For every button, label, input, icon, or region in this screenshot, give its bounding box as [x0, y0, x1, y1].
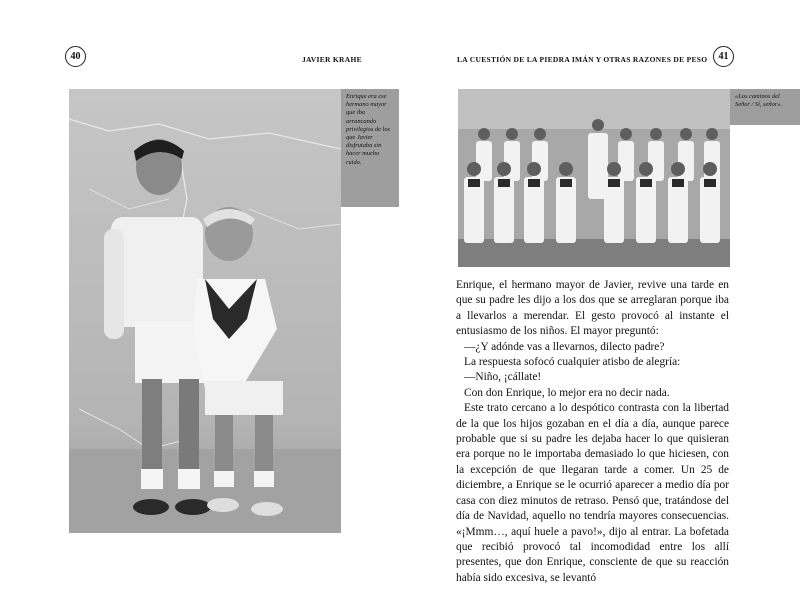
caption-right: «Los caminos del Señor / Sí, señor».: [730, 89, 800, 125]
body-text: [456, 278, 729, 586]
photo-group-sailor-boys: [458, 89, 730, 267]
paragraph-3: La respuesta sofocó cualquier atisbo de alegría:: [464, 356, 681, 369]
paragraph-6: Este trato cercano a lo despótico contrasta con la libertad de la que los hijos gozaban en el día a día, aunque parece probable que si su padre les dejaba hacer lo que quisieran era porque no le importaba demasiado lo que hiciesen, con la excepción de que llegaran tarde a comer. Un 25 de diciembre, a Enrique se le ocurrió aparecer a medio día por casa con diez minutos de retraso. Pensó que, tratándose del día de Navidad, aquello no tendría mayores consecuencias. «¡Mmm…, aquí huele a pavo!», dijo al entrar. La bofetada que recibió provocó tal incomodidad entre los allí presentes, que don Enrique, consciente de que su reacción había sido excesiva, se levantó: [456, 402, 729, 584]
photo-two-boys-image: [69, 89, 341, 533]
running-head-right: LA CUESTIÓN DE LA PIEDRA IMÁN Y OTRAS RAZONES DE PESO: [457, 55, 708, 64]
paragraph-5: Con don Enrique, lo mejor era no decir nada.: [464, 386, 670, 399]
paragraph-1: Enrique, el hermano mayor de Javier, revive una tarde en que su padre les dijo a los dos que se arreglaran porque iba a llevarlos a merendar. El gesto provocó al instante el entusiasmo de los niños. El mayor preguntó:: [456, 279, 729, 338]
paragraph-2: —¿Y adónde vas a llevarnos, dilecto padre?: [464, 340, 665, 353]
paragraph-4: —Niño, ¡cállate!: [464, 371, 542, 384]
photo-group-image: [458, 89, 730, 267]
page-number-left: 40: [65, 46, 86, 67]
page-number-right: 41: [713, 46, 734, 67]
caption-left: Enrique era ese hermano mayor que iba arrancando privilegios de los que Javier disfrutaba sin hacer mucho ruido.: [341, 89, 399, 207]
photo-two-boys: [69, 89, 341, 533]
running-head-left: JAVIER KRAHE: [302, 55, 362, 64]
